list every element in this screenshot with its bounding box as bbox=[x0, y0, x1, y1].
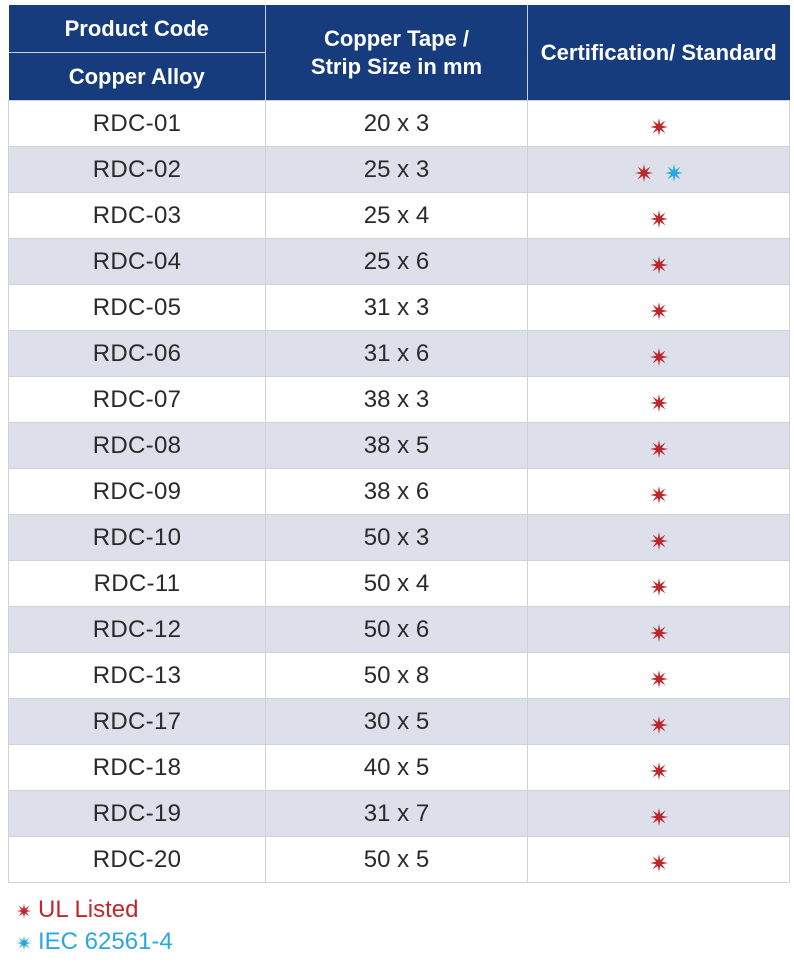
red-star-icon bbox=[649, 255, 669, 275]
certification-cell bbox=[528, 515, 790, 561]
strip-size-cell: 25 x 6 bbox=[266, 239, 528, 285]
certification-cell bbox=[528, 193, 790, 239]
red-star-icon bbox=[649, 439, 669, 459]
product-code-cell: RDC-06 bbox=[9, 331, 266, 377]
red-star-icon bbox=[649, 209, 669, 229]
header-product-code: Product Code bbox=[9, 5, 266, 53]
certification-cell bbox=[528, 791, 790, 837]
certification-cell bbox=[528, 331, 790, 377]
red-star-icon bbox=[16, 903, 32, 919]
product-code-cell: RDC-10 bbox=[9, 515, 266, 561]
red-star-icon bbox=[649, 623, 669, 643]
product-code-cell: RDC-03 bbox=[9, 193, 266, 239]
product-code-cell: RDC-11 bbox=[9, 561, 266, 607]
table-row bbox=[9, 285, 790, 331]
certification-cell bbox=[528, 469, 790, 515]
product-code-cell: RDC-19 bbox=[9, 791, 266, 837]
strip-size-cell: 40 x 5 bbox=[266, 745, 528, 791]
product-code-cell: RDC-04 bbox=[9, 239, 266, 285]
red-star-icon bbox=[649, 577, 669, 597]
product-table bbox=[8, 5, 790, 883]
red-star-icon bbox=[649, 853, 669, 873]
legend-iec bbox=[16, 928, 173, 956]
product-code-cell: RDC-17 bbox=[9, 699, 266, 745]
strip-size-cell: 50 x 3 bbox=[266, 515, 528, 561]
strip-size-cell: 31 x 6 bbox=[266, 331, 528, 377]
red-star-icon bbox=[649, 301, 669, 321]
blue-star-icon bbox=[16, 935, 32, 951]
legend-ul-label: UL Listed bbox=[38, 896, 139, 923]
legend-iec-label: IEC 62561-4 bbox=[38, 928, 173, 955]
table-row bbox=[9, 147, 790, 193]
certification-cell bbox=[528, 101, 790, 147]
header-copper-tape-size bbox=[266, 5, 528, 101]
table-row bbox=[9, 423, 790, 469]
red-star-icon bbox=[649, 347, 669, 367]
header-size-line1: Copper Tape / bbox=[323, 25, 470, 51]
strip-size-cell: 50 x 8 bbox=[266, 653, 528, 699]
strip-size-cell: 38 x 3 bbox=[266, 377, 528, 423]
header-size-line2: Strip Size in mm bbox=[310, 53, 483, 79]
strip-size-cell: 50 x 5 bbox=[266, 837, 528, 883]
table-row bbox=[9, 745, 790, 791]
table-body bbox=[9, 101, 790, 883]
certification-cell bbox=[528, 699, 790, 745]
certification-cell bbox=[528, 147, 790, 193]
table-row bbox=[9, 193, 790, 239]
header-copper-alloy: Copper Alloy bbox=[9, 53, 266, 101]
strip-size-cell: 31 x 7 bbox=[266, 791, 528, 837]
table-row bbox=[9, 331, 790, 377]
product-code-cell: RDC-20 bbox=[9, 837, 266, 883]
red-star-icon bbox=[649, 485, 669, 505]
product-code-cell: RDC-01 bbox=[9, 101, 266, 147]
table-row bbox=[9, 837, 790, 883]
certification-cell bbox=[528, 377, 790, 423]
product-code-cell: RDC-18 bbox=[9, 745, 266, 791]
certification-cell bbox=[528, 745, 790, 791]
product-code-cell: RDC-12 bbox=[9, 607, 266, 653]
table-row bbox=[9, 469, 790, 515]
certification-cell bbox=[528, 837, 790, 883]
red-star-icon bbox=[649, 531, 669, 551]
product-code-cell: RDC-09 bbox=[9, 469, 266, 515]
red-star-icon bbox=[634, 163, 654, 183]
certification-cell bbox=[528, 653, 790, 699]
legend-ul-listed bbox=[16, 896, 139, 924]
table-row bbox=[9, 791, 790, 837]
red-star-icon bbox=[649, 715, 669, 735]
red-star-icon bbox=[649, 761, 669, 781]
table-row bbox=[9, 239, 790, 285]
certification-cell bbox=[528, 239, 790, 285]
red-star-icon bbox=[649, 669, 669, 689]
strip-size-cell: 25 x 3 bbox=[266, 147, 528, 193]
strip-size-cell: 38 x 6 bbox=[266, 469, 528, 515]
strip-size-cell: 50 x 6 bbox=[266, 607, 528, 653]
table-row bbox=[9, 561, 790, 607]
certification-cell bbox=[528, 561, 790, 607]
certification-cell bbox=[528, 607, 790, 653]
strip-size-cell: 30 x 5 bbox=[266, 699, 528, 745]
product-code-cell: RDC-07 bbox=[9, 377, 266, 423]
table-row bbox=[9, 377, 790, 423]
strip-size-cell: 38 x 5 bbox=[266, 423, 528, 469]
product-code-cell: RDC-13 bbox=[9, 653, 266, 699]
blue-star-icon bbox=[664, 163, 684, 183]
table-row bbox=[9, 607, 790, 653]
header-certification: Certification/ Standard bbox=[528, 5, 790, 101]
table-row bbox=[9, 653, 790, 699]
product-code-cell: RDC-02 bbox=[9, 147, 266, 193]
table-row bbox=[9, 101, 790, 147]
strip-size-cell: 50 x 4 bbox=[266, 561, 528, 607]
red-star-icon bbox=[649, 117, 669, 137]
table-row bbox=[9, 699, 790, 745]
certification-cell bbox=[528, 423, 790, 469]
product-code-cell: RDC-08 bbox=[9, 423, 266, 469]
red-star-icon bbox=[649, 807, 669, 827]
strip-size-cell: 31 x 3 bbox=[266, 285, 528, 331]
product-code-cell: RDC-05 bbox=[9, 285, 266, 331]
table-row bbox=[9, 515, 790, 561]
red-star-icon bbox=[649, 393, 669, 413]
certification-cell bbox=[528, 285, 790, 331]
strip-size-cell: 25 x 4 bbox=[266, 193, 528, 239]
strip-size-cell: 20 x 3 bbox=[266, 101, 528, 147]
